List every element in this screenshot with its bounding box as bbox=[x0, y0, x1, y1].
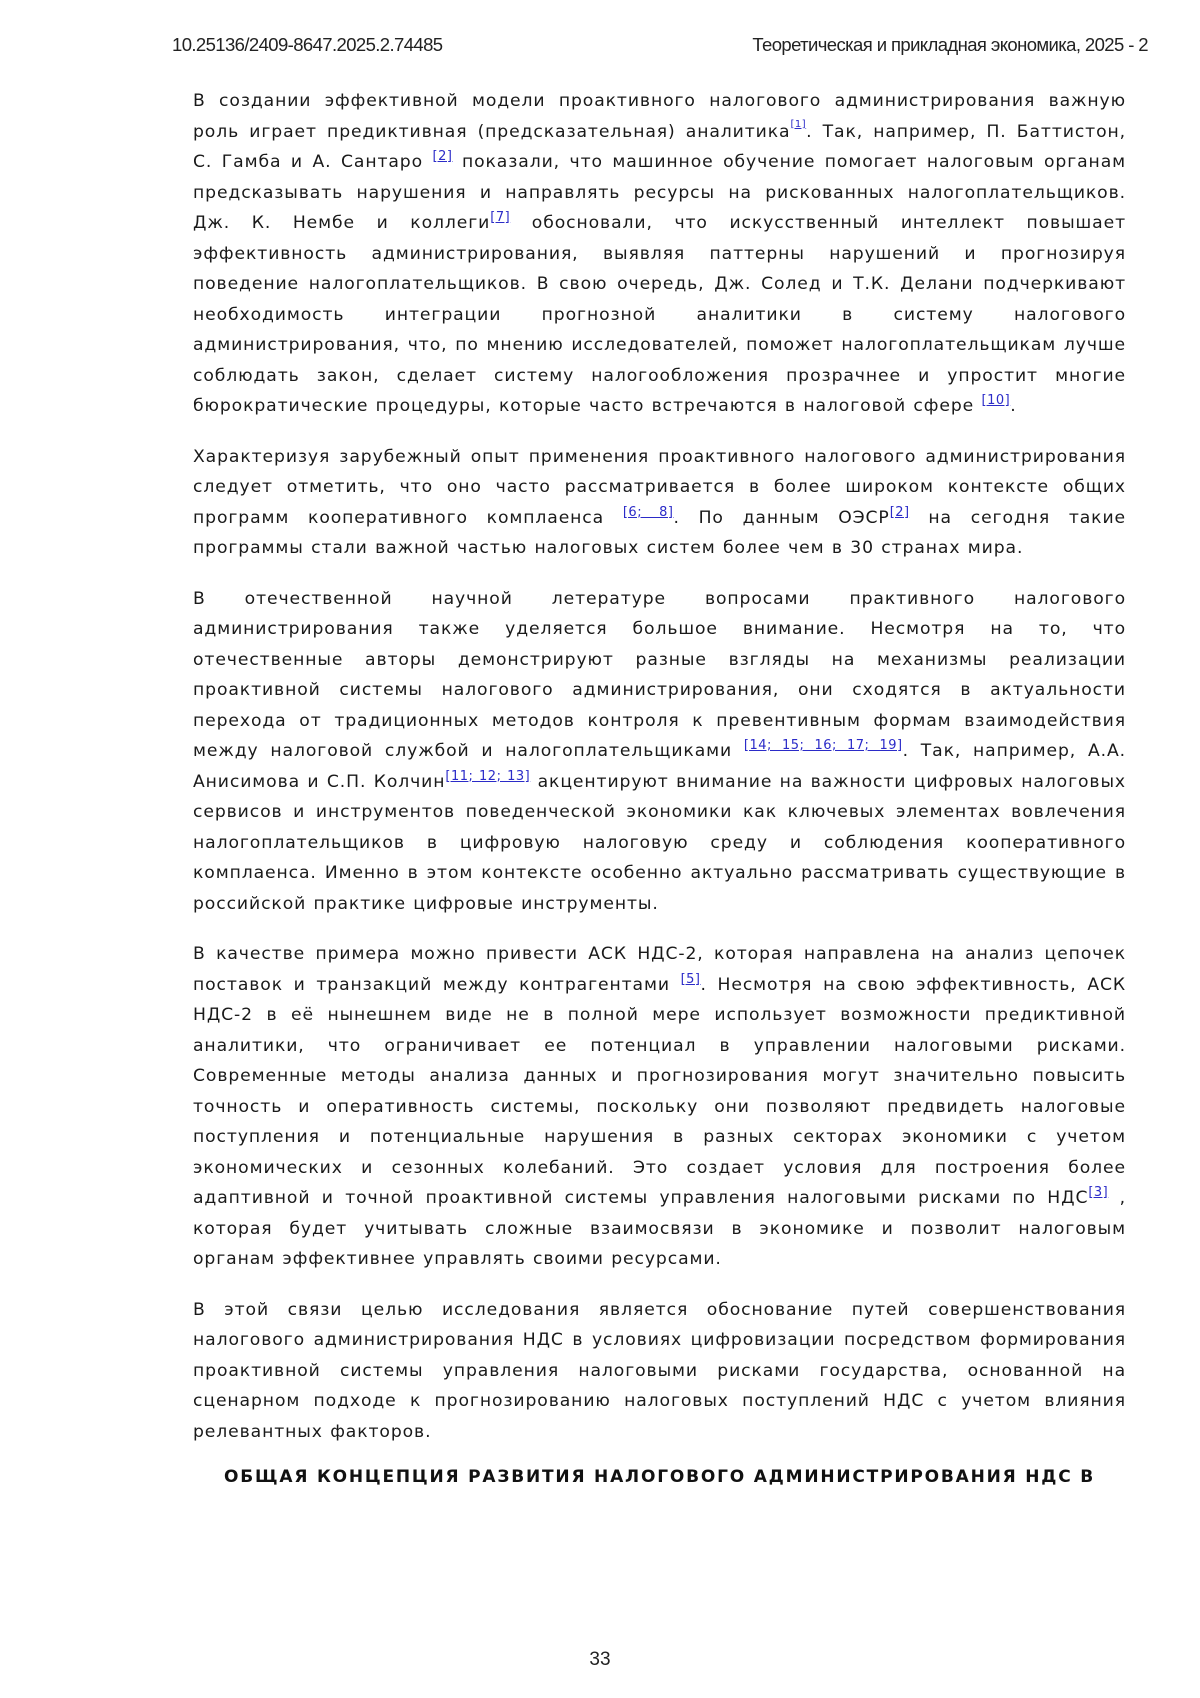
text: акцентируют внимание на важности цифровых налоговых сервисов и инструментов поведенческой экономики как ключевых элементах вовлечения налогоплательщиков в цифровую налоговую среду и соблюдения кооперативного комплаенса. Именно в этом контексте особенно актуально рассматривать существующие в российской практике цифровые инструменты. bbox=[193, 772, 1126, 914]
text: . Несмотря на свою эффективность, АСК НДС-2 в её нынешнем виде не в полной мере использует возможности предиктивной аналитики, что ограничивает ее потенциал в управлении налоговыми рисками. Современные методы анализа данных и прогнозирования могут значительно повысить точность и оперативность системы, поскольку они позволяют предвидеть налоговые поступления и потенциальные нарушения в разных секторах экономики с учетом экономических и сезонных колебаний. Это создает условия для построения более адаптивной и точной проактивной системы управления налоговыми рисками по НДС bbox=[193, 975, 1126, 1209]
text: . Так, например, А.А. Анисимова и С.П. Колчин bbox=[193, 741, 1126, 792]
text: . Так, например, П. Баттистон, С. Гамба и А. Сантаро bbox=[193, 122, 1126, 173]
citation-link[interactable]: [6; 8] bbox=[623, 505, 674, 520]
page-number: 33 bbox=[0, 1649, 1200, 1671]
citation-link[interactable]: [14; 15; 16; 17; 19] bbox=[744, 738, 903, 753]
paragraph-3 bbox=[193, 584, 1126, 920]
text: . По данным ОЭСР bbox=[673, 508, 889, 528]
citation-link[interactable]: [2] bbox=[433, 149, 453, 164]
text: В качестве примера можно привести АСК НДС-2, которая направлена на анализ цепочек поставок и транзакций между контрагентами bbox=[193, 944, 1126, 995]
citation-link[interactable]: [3] bbox=[1088, 1185, 1108, 1200]
section-heading: ОБЩАЯ КОНЦЕПЦИЯ РАЗВИТИЯ НАЛОГОВОГО АДМИНИСТРИРОВАНИЯ НДС В bbox=[193, 1467, 1126, 1487]
paragraph-4 bbox=[193, 939, 1126, 1275]
citation-link[interactable]: [10] bbox=[982, 393, 1011, 408]
text: на сегодня такие программы стали важной частью налоговых систем более чем в 30 странах мира. bbox=[193, 508, 1126, 559]
journal-title: Теоретическая и прикладная экономика, 2025 - 2 bbox=[752, 34, 1148, 56]
text: , которая будет учитывать сложные взаимосвязи в экономике и позволит налоговым органам эффективнее управлять своими ресурсами. bbox=[193, 1188, 1126, 1269]
citation-link[interactable]: [1] bbox=[790, 119, 806, 130]
text: В создании эффективной модели проактивного налогового администрирования важную роль играет предиктивная (предсказательная) аналитика bbox=[193, 91, 1126, 142]
paragraph-1 bbox=[193, 86, 1126, 422]
paragraph-2 bbox=[193, 442, 1126, 564]
text: В этой связи целью исследования является обоснование путей совершенствования налогового администрирования НДС в условиях цифровизации посредством формирования проактивной системы управления налоговыми рисками государства, основанной на сценарном подходе к прогнозированию налоговых поступлений НДС с учетом влияния релевантных факторов. bbox=[193, 1300, 1126, 1442]
text: Характеризуя зарубежный опыт применения проактивного налогового администрирования следует отметить, что оно часто рассматривается в более широком контексте общих программ кооперативного комплаенса bbox=[193, 447, 1126, 528]
paragraph-5 bbox=[193, 1295, 1126, 1448]
citation-link[interactable]: [5] bbox=[681, 972, 701, 987]
text: показали, что машинное обучение помогает налоговым органам предсказывать нарушения и направлять ресурсы на рискованных налогоплательщиков. Дж. К. Нембе и коллеги bbox=[193, 152, 1126, 233]
citation-link[interactable]: [2] bbox=[890, 505, 910, 520]
citation-link[interactable]: [11; 12; 13] bbox=[445, 769, 530, 784]
article-body bbox=[193, 86, 1126, 1487]
text: В отечественной научной летературе вопросами практивного налогового администрирования также уделяется большое внимание. Несмотря на то, что отечественные авторы демонстрируют разные взгляды на механизмы реализации проактивной системы налогового администрирования, они сходятся в актуальности перехода от традиционных методов контроля к превентивным формам взаимодействия между налоговой службой и налогоплательщиками bbox=[193, 589, 1126, 762]
citation-link[interactable]: [7] bbox=[490, 210, 510, 225]
text: . bbox=[1010, 396, 1016, 416]
text: обосновали, что искусственный интеллект повышает эффективность администрирования, выявляя паттерны нарушений и прогнозируя поведение налогоплательщиков. В свою очередь, Дж. Солед и Т.К. Делани подчеркивают необходимость интеграции прогнозной аналитики в систему налогового администрирования, что, по мнению исследователей, поможет налогоплательщикам лучше соблюдать закон, сделает систему налогообложения прозрачнее и упростит многие бюрократические процедуры, которые часто встречаются в налоговой сфере bbox=[193, 213, 1126, 416]
doi: 10.25136/2409-8647.2025.2.74485 bbox=[172, 34, 442, 56]
page-header bbox=[172, 34, 1148, 62]
